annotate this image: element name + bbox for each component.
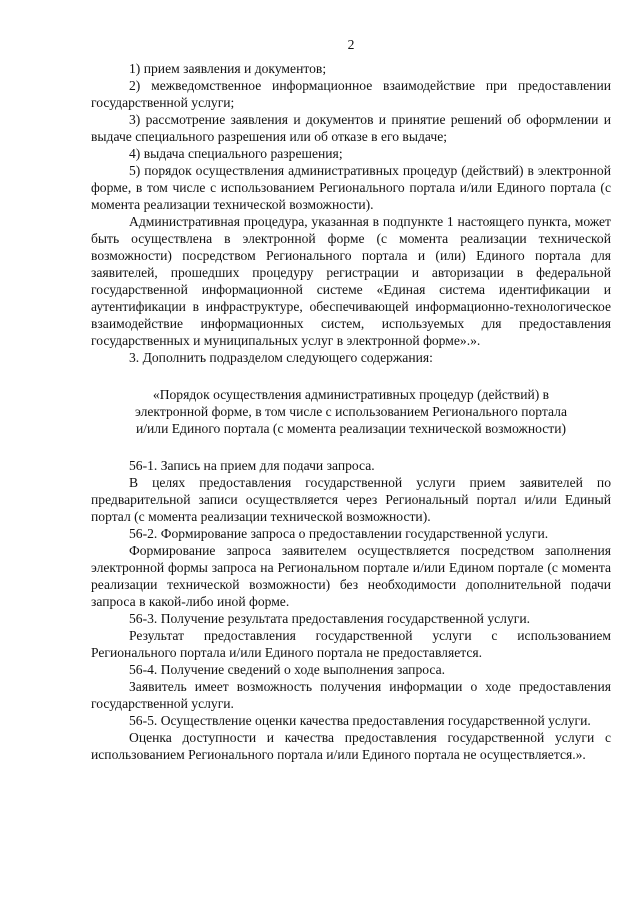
section-heading: «Порядок осуществления административных процедур (действий) в электронной форме, в том числе с использованием Регионального портала и/или Единого портала (с момента реализации технической возможности) xyxy=(135,387,567,436)
clause-56-5-title: 56-5. Осуществление оценки качества предоставления государственной услуги. xyxy=(129,713,591,728)
clause-56-3-text: Результат предоставления государственной услуги с использованием Регионального портала и/или Единого портала не предоставляется. xyxy=(91,628,611,660)
list-item-2: 2) межведомственное информационное взаимодействие при предоставлении государственной услуги; xyxy=(91,78,611,110)
procedure-paragraph: Административная процедура, указанная в подпункте 1 настоящего пункта, может быть осуществлена в электронной форме (с момента реализации технической возможности) посредством Регионального портала и (или) Единого портала для заявителей, прошедших процедуру регистрации и авторизации в федеральной государственной информационной системе «Единая система идентификации и аутентификации в инфраструктуре, обеспечивающей информационно-технологическое взаимодействие информационных систем, используемых для предоставления государственных и муниципальных услуг в электронной форме».». xyxy=(91,214,611,348)
page-number: 2 xyxy=(347,37,355,52)
document-page xyxy=(91,36,611,763)
list-item-3: 3) рассмотрение заявления и документов и принятие решений об оформлении и выдаче специального разрешения или об отказе в его выдаче; xyxy=(91,112,611,144)
amendment-paragraph: 3. Дополнить подразделом следующего содержания: xyxy=(129,350,433,365)
list-item-1: 1) прием заявления и документов; xyxy=(129,61,327,76)
clause-56-2-title: 56-2. Формирование запроса о предоставлении государственной услуги. xyxy=(129,526,549,541)
clause-56-5-text: Оценка доступности и качества предоставления государственной услуги с использованием Регионального портала и/или Единого портала не осуществляется.». xyxy=(91,730,611,762)
clause-56-4-title: 56-4. Получение сведений о ходе выполнения запроса. xyxy=(129,662,446,677)
clause-56-4-text: Заявитель имеет возможность получения информации о ходе предоставления государственной услуги. xyxy=(91,679,611,711)
clause-56-3-title: 56-3. Получение результата предоставления государственной услуги. xyxy=(129,611,531,626)
list-item-4: 4) выдача специального разрешения; xyxy=(129,146,343,161)
clause-56-2-text: Формирование запроса заявителем осуществляется посредством заполнения электронной формы запроса на Региональном портале и/или Едином портале (с момента реализации технической возможности) без необходимости дополнительной подачи запроса в какой-либо иной форме. xyxy=(91,543,611,609)
clause-56-1-text: В целях предоставления государственной услуги прием заявителей по предварительной записи осуществляется через Региональный портал и/или Единый портал (с момента реализации технической возможности). xyxy=(91,475,611,524)
list-item-5: 5) порядок осуществления административных процедур (действий) в электронной форме, в том числе с использованием Регионального портала и/или Единого портала (с момента реализации технической возможности). xyxy=(91,163,611,212)
clause-56-1-title: 56-1. Запись на прием для подачи запроса. xyxy=(129,458,375,473)
